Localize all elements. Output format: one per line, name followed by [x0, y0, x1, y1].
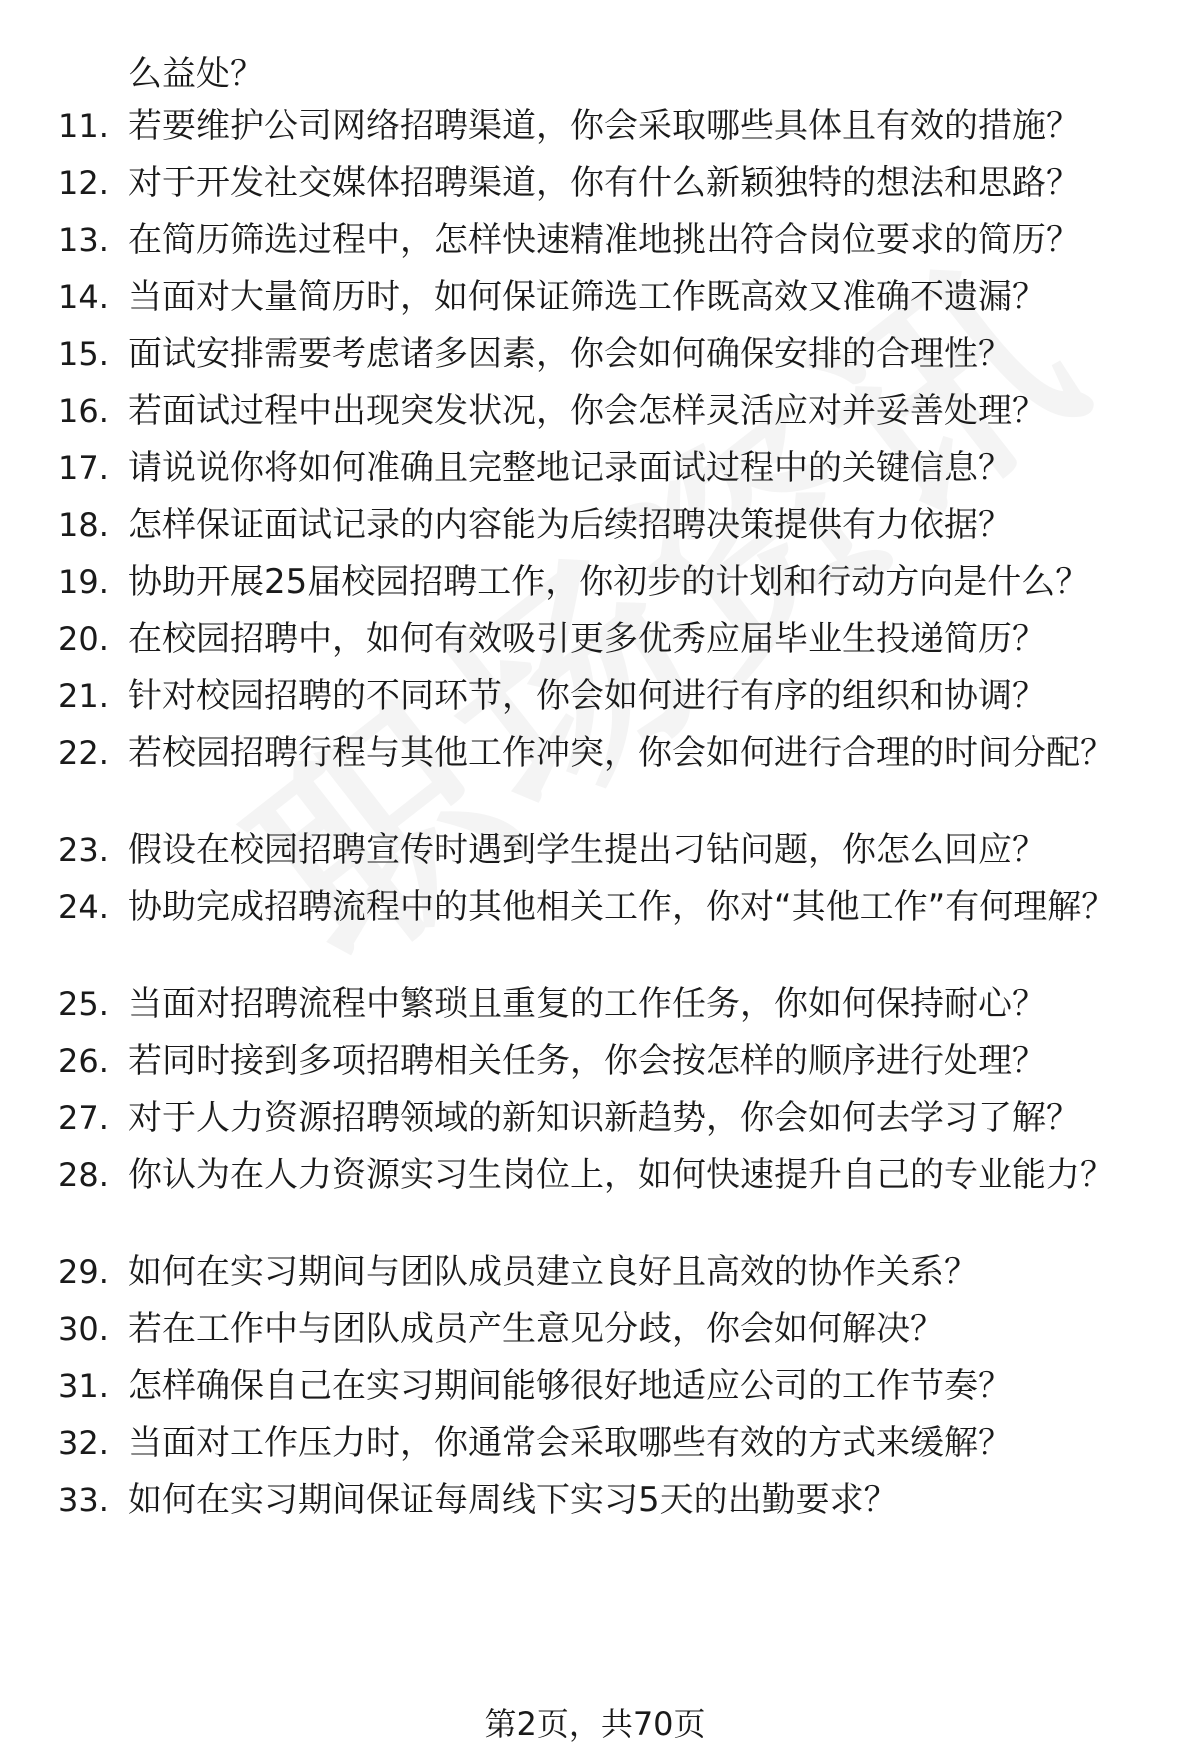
question-number: 12.: [58, 164, 109, 202]
question-text: 如何在实习期间保证每周线下实习5天的出勤要求？: [128, 1480, 898, 1520]
question-number: 30.: [58, 1310, 109, 1348]
question-text: 对于开发社交媒体招聘渠道，你有什么新颖独特的想法和思路？: [128, 163, 1080, 203]
question-text: 若要维护公司网络招聘渠道，你会采取哪些具体且有效的措施？: [128, 106, 1080, 146]
question-text: 协助完成招聘流程中的其他相关工作，你对“其他工作”有何理解？: [128, 887, 1116, 927]
question-text: 请说说你将如何准确且完整地记录面试过程中的关键信息？: [128, 448, 1012, 488]
question-text: 当面对招聘流程中繁琐且重复的工作任务，你如何保持耐心？: [128, 984, 1046, 1024]
question-number: 19.: [58, 563, 109, 601]
question-text: 若面试过程中出现突发状况，你会怎样灵活应对并妥善处理？: [128, 391, 1046, 431]
question-text: 怎样保证面试记录的内容能为后续招聘决策提供有力依据？: [128, 505, 1012, 545]
question-number: 15.: [58, 335, 109, 373]
question-text: 假设在校园招聘宣传时遇到学生提出刁钻问题，你怎么回应？: [128, 830, 1046, 870]
question-number: 25.: [58, 985, 109, 1023]
question-number: 14.: [58, 278, 109, 316]
question-text: 面试安排需要考虑诸多因素，你会如何确保安排的合理性？: [128, 334, 1012, 374]
question-number: 17.: [58, 449, 109, 487]
question-text: 若同时接到多项招聘相关任务，你会按怎样的顺序进行处理？: [128, 1041, 1046, 1081]
question-text: 怎样确保自己在实习期间能够很好地适应公司的工作节奏？: [128, 1366, 1012, 1406]
question-number: 24.: [58, 888, 109, 926]
question-text: 你认为在人力资源实习生岗位上，如何快速提升自己的专业能力？: [128, 1155, 1114, 1195]
question-text: 在简历筛选过程中，怎样快速精准地挑出符合岗位要求的简历？: [128, 220, 1080, 260]
question-number: 33.: [58, 1481, 109, 1519]
page-number: 第2页，共70页: [484, 1705, 706, 1743]
question-number: 26.: [58, 1042, 109, 1080]
continued-question-text: 么益处？: [128, 54, 264, 94]
question-text: 协助开展25届校园招聘工作，你初步的计划和行动方向是什么？: [128, 562, 1090, 602]
question-text: 对于人力资源招聘领域的新知识新趋势，你会如何去学习了解？: [128, 1098, 1080, 1138]
question-number: 20.: [58, 620, 109, 658]
question-text: 当面对工作压力时，你通常会采取哪些有效的方式来缓解？: [128, 1423, 1012, 1463]
question-number: 28.: [58, 1156, 109, 1194]
question-number: 11.: [58, 107, 109, 145]
question-text: 针对校园招聘的不同环节，你会如何进行有序的组织和协调？: [128, 676, 1046, 716]
question-number: 29.: [58, 1253, 109, 1291]
question-number: 21.: [58, 677, 109, 715]
question-number: 16.: [58, 392, 109, 430]
question-text: 如何在实习期间与团队成员建立良好且高效的协作关系？: [128, 1252, 978, 1292]
question-number: 32.: [58, 1424, 109, 1462]
question-number: 13.: [58, 221, 109, 259]
question-number: 18.: [58, 506, 109, 544]
question-text: 当面对大量简历时，如何保证筛选工作既高效又准确不遗漏？: [128, 277, 1046, 317]
question-number: 27.: [58, 1099, 109, 1137]
question-text: 若在工作中与团队成员产生意见分歧，你会如何解决？: [128, 1309, 944, 1349]
question-text: 在校园招聘中，如何有效吸引更多优秀应届毕业生投递简历？: [128, 619, 1046, 659]
question-number: 31.: [58, 1367, 109, 1405]
question-number: 23.: [58, 831, 109, 869]
question-number: 22.: [58, 734, 109, 772]
question-text: 若校园招聘行程与其他工作冲突，你会如何进行合理的时间分配？: [128, 733, 1114, 773]
